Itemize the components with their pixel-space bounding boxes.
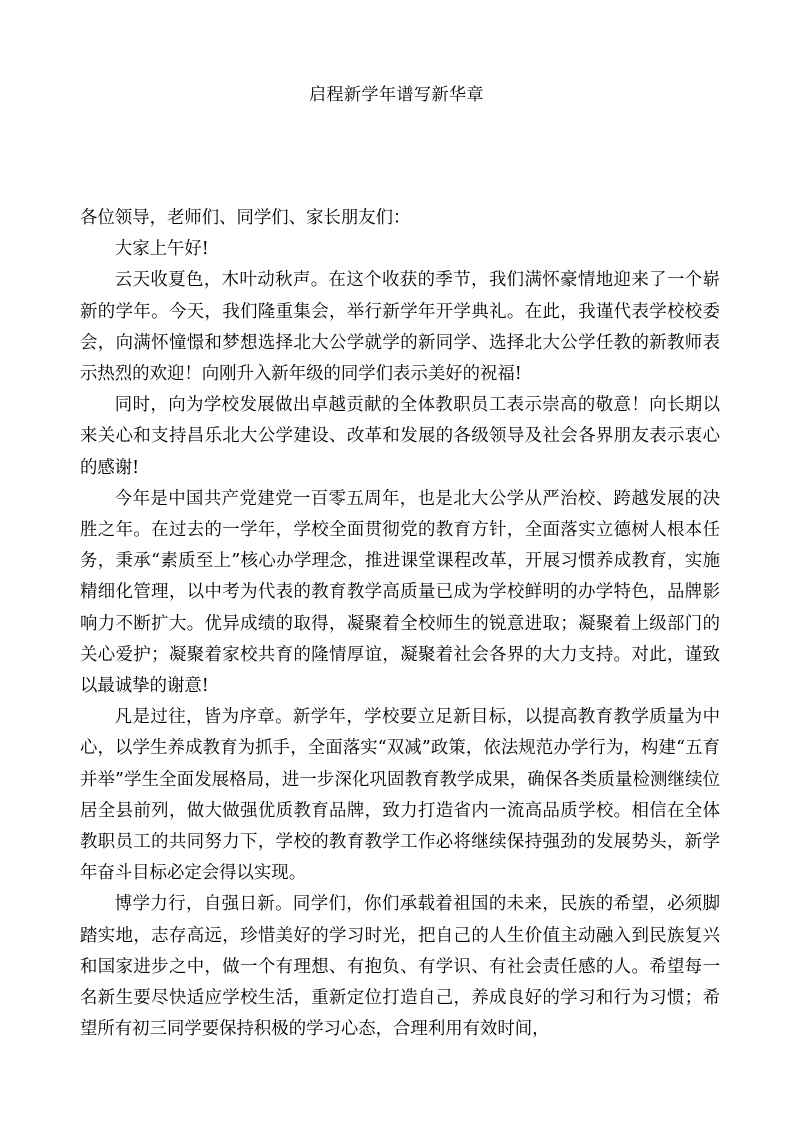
document-body	[80, 203, 720, 1045]
paragraph-goals: 凡是过往，皆为序章。新学年，学校要立足新目标，以提高教育教学质量为中心，以学生养成教育为抓手，全面落实“双减”政策，依法规范办学行为，构建“五育并举”学生全面发展格局，进一步深化巩固教育教学成果，确保各类质量检测继续位居全县前列，做大做强优质教育品牌，致力打造省内一流高品质学校。相信在全体教职员工的共同努力下，学校的教育教学工作必将继续保持强劲的发展势头，新学年奋斗目标必定会得以实现。	[80, 707, 720, 884]
salutation: 各位领导，老师们、同学们、家长朋友们：	[80, 208, 411, 228]
paragraph-thanks: 同时，向为学校发展做出卓越贡献的全体教职员工表示崇高的敬意！向长期以来关心和支持昌乐北大公学建设、改革和发展的各级领导及社会各界朋友表示衷心的感谢!	[80, 395, 720, 478]
paragraph-students: 博学力行，自强日新。同学们，你们承载着祖国的未来，民族的希望，必须脚踏实地，志存高远，珍惜美好的学习时光，把自己的人生价值主动融入到民族复兴和国家进步之中，做一个有理想、有抱负、有学识、有社会责任感的人。希望每一名新生要尽快适应学校生活，重新定位打造自己，养成良好的学习和行为习惯；希望所有初三同学要保持积极的学习心态，合理利用有效时间，	[80, 894, 720, 1040]
paragraph-greeting: 大家上午好!	[114, 239, 209, 260]
paragraph-welcome: 云天收夏色，木叶动秋声。在这个收获的季节，我们满怀豪情地迎来了一个崭新的学年。今天，我们隆重集会，举行新学年开学典礼。在此，我谨代表学校校委会，向满怀憧憬和梦想选择北大公学就学的新同学、选择北大公学任教的新教师表示热烈的欢迎！向刚升入新年级的同学们表示美好的祝福!	[80, 270, 720, 385]
paragraph-review: 今年是中国共产党建党一百零五周年，也是北大公学从严治校、跨越发展的决胜之年。在过去的一学年，学校全面贯彻党的教育方针，全面落实立德树人根本任务，秉承“素质至上”核心办学理念，推进课堂课程改革，开展习惯养成教育，实施精细化管理，以中考为代表的教育教学高质量已成为学校鲜明的办学特色，品牌影响力不断扩大。优异成绩的取得，凝聚着全校师生的锐意进取；凝聚着上级部门的关心爱护；凝聚着家校共育的隆情厚谊，凝聚着社会各界的大力支持。对此，谨致以最诚挚的谢意!	[80, 488, 720, 697]
document-title: 启程新学年谱写新华章	[309, 85, 484, 105]
